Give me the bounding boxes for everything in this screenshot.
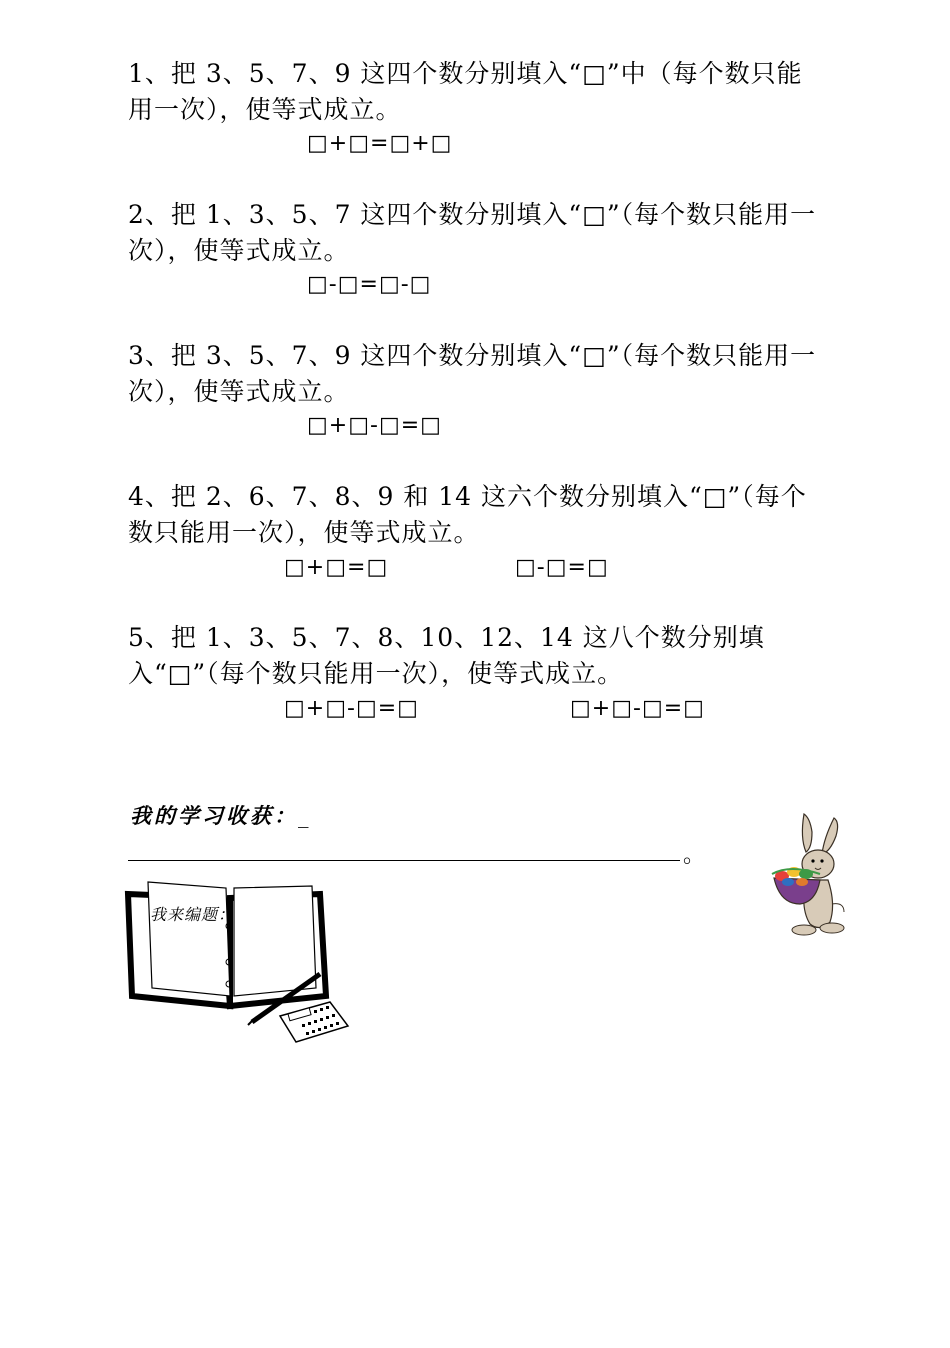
rabbit-easter-egg-icon	[760, 808, 850, 940]
notebook-label: 我来编题：	[150, 905, 236, 924]
harvest-blank: _	[298, 804, 312, 828]
harvest-label-text: 我的学习收获：	[130, 803, 298, 828]
question-4-equation-b: □-□=□	[515, 555, 609, 580]
question-5-text: 5、把 1、3、5、7、8、10、12、14 这八个数分别填入“□”（每个数只能用一次），使等式成立。	[128, 623, 765, 688]
question-2-equation: □-□=□-□	[307, 272, 432, 297]
harvest-period: 。	[683, 843, 706, 868]
question-4-equation-a: □+□=□	[284, 555, 389, 580]
question-4-text: 4、把 2、6、7、8、9 和 14 这六个数分别填入“□”（每个数只能用一次），使等式成立。	[128, 482, 807, 547]
question-5-equation-a: □+□-□=□	[284, 696, 419, 721]
harvest-label	[130, 800, 312, 830]
question-2-text: 2、把 1、3、5、7 这四个数分别填入“□”（每个数只能用一次），使等式成立。	[128, 200, 817, 265]
question-3-equation: □+□-□=□	[307, 413, 442, 438]
question-1-text: 1、把 3、5、7、9 这四个数分别填入“□”中（每个数只能用一次），使等式成立。	[128, 59, 803, 124]
harvest-answer-line[interactable]	[128, 860, 680, 861]
question-1-equation: □+□=□+□	[307, 131, 453, 156]
question-3-text: 3、把 3、5、7、9 这四个数分别填入“□”（每个数只能用一次），使等式成立。	[128, 341, 817, 406]
question-5-equation-b: □+□-□=□	[570, 696, 705, 721]
